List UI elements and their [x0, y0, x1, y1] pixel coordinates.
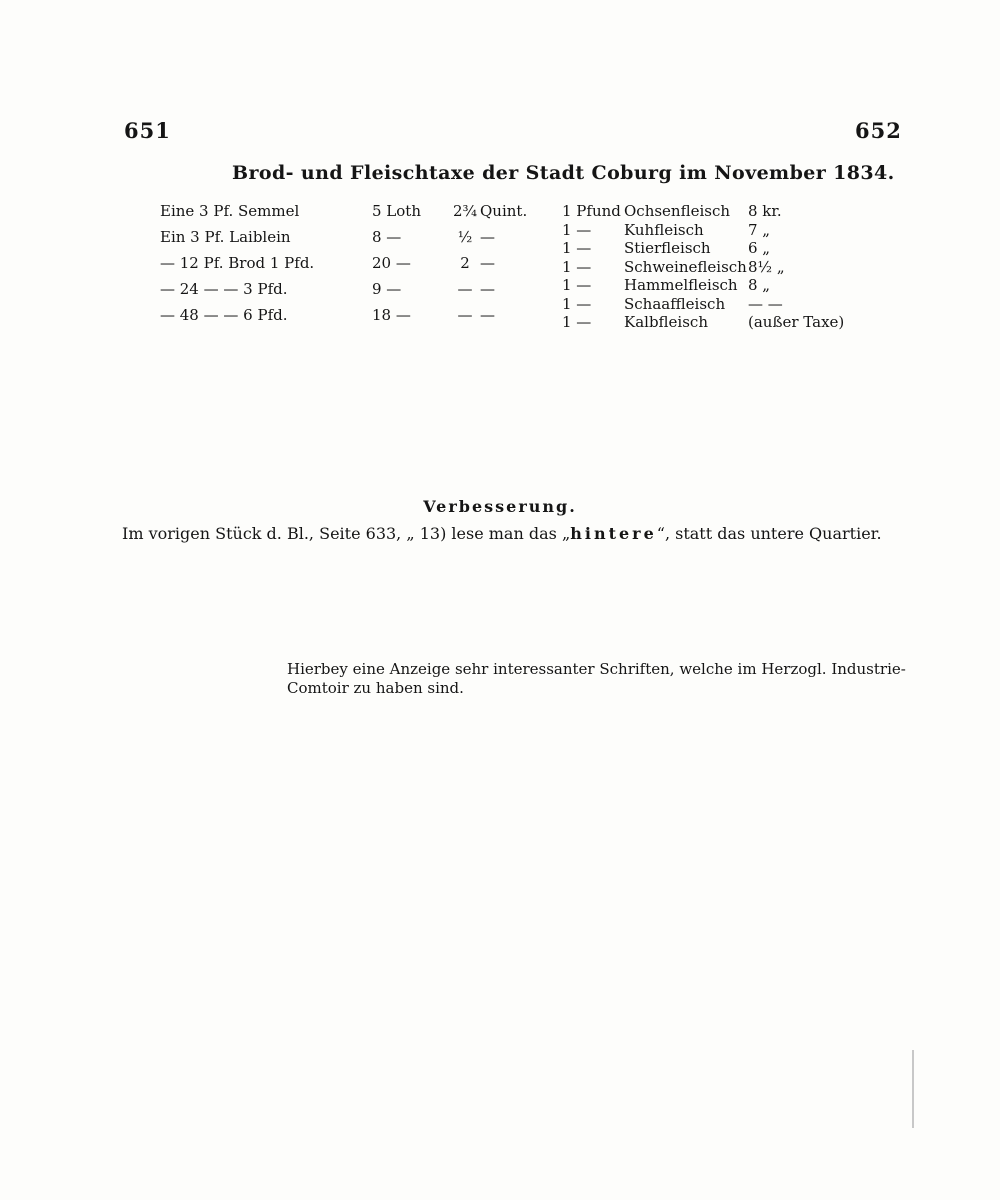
meat-item: Stierfleisch	[624, 239, 711, 257]
page-number-left: 651	[124, 118, 171, 143]
bread-item: Ein 3 Pf. Laiblein	[160, 228, 291, 246]
bread-item: Eine 3 Pf. Semmel	[160, 202, 300, 220]
page-title: Brod- und Fleischtaxe der Stadt Coburg im November 1834.	[232, 162, 895, 184]
notice-paragraph	[287, 660, 907, 698]
meat-price: 8 kr.	[748, 202, 782, 220]
bread-fraction: ½	[457, 228, 473, 246]
meat-item: Schaaffleisch	[624, 294, 726, 313]
notice-line-2: Comtoir zu haben sind.	[287, 679, 464, 697]
bread-fraction: 2¾	[452, 202, 478, 220]
bread-item: — 24 — — 3 Pfd.	[160, 280, 288, 298]
correction-text-after: “, statt das untere Quartier.	[656, 524, 882, 543]
bread-item: — 12 Pf. Brod 1 Pfd.	[160, 254, 315, 272]
bread-weight: 8 —	[372, 228, 402, 246]
correction-emphasis: hintere	[570, 524, 657, 543]
meat-item: Kuhfleisch	[624, 220, 704, 239]
bread-unit: —	[480, 254, 495, 272]
meat-quantity: 1 —	[562, 313, 592, 331]
correction-heading: Verbesserung.	[423, 497, 577, 516]
correction-text	[122, 524, 892, 543]
meat-price: 7 „	[748, 220, 771, 239]
page-edge-line	[912, 1050, 914, 1128]
bread-weight: 5 Loth	[372, 202, 421, 220]
bread-item: — 48 — — 6 Pfd.	[160, 306, 288, 324]
notice-line-1: Hierbey eine Anzeige sehr interessanter Schriften, welche im Herzogl. Industrie-	[287, 660, 906, 678]
meat-quantity: 1 —	[562, 220, 592, 239]
bread-fraction: —	[457, 280, 473, 298]
meat-quantity: 1 —	[562, 294, 592, 313]
bread-weight: 18 —	[372, 306, 411, 324]
meat-item: Hammelfleisch	[624, 276, 738, 294]
bread-fraction: 2	[460, 254, 470, 272]
meat-price: 6 „	[748, 239, 771, 257]
meat-price: 8½ „	[748, 257, 785, 276]
meat-quantity: 1 —	[562, 239, 592, 257]
correction-text-before: Im vorigen Stück d. Bl., Seite 633, „ 13) lese man das „	[122, 524, 571, 543]
meat-quantity: 1 —	[562, 257, 592, 276]
meat-quantity: 1 —	[562, 276, 592, 294]
bread-fraction: —	[457, 306, 473, 324]
meat-item: Schweinefleisch	[624, 257, 747, 276]
bread-unit: —	[480, 228, 495, 246]
meat-price: 8 „	[748, 276, 771, 294]
bread-unit: —	[480, 306, 495, 324]
meat-quantity: 1 Pfund	[562, 202, 621, 220]
meat-item: Kalbfleisch	[624, 313, 708, 331]
bread-unit: Quint.	[480, 202, 528, 220]
bread-weight: 9 —	[372, 280, 402, 298]
meat-item: Ochsenfleisch	[624, 202, 731, 220]
meat-price: (außer Taxe)	[748, 313, 845, 331]
bread-unit: —	[480, 280, 495, 298]
bread-weight: 20 —	[372, 254, 411, 272]
meat-price: — —	[748, 294, 783, 313]
page-number-right: 652	[855, 118, 902, 143]
